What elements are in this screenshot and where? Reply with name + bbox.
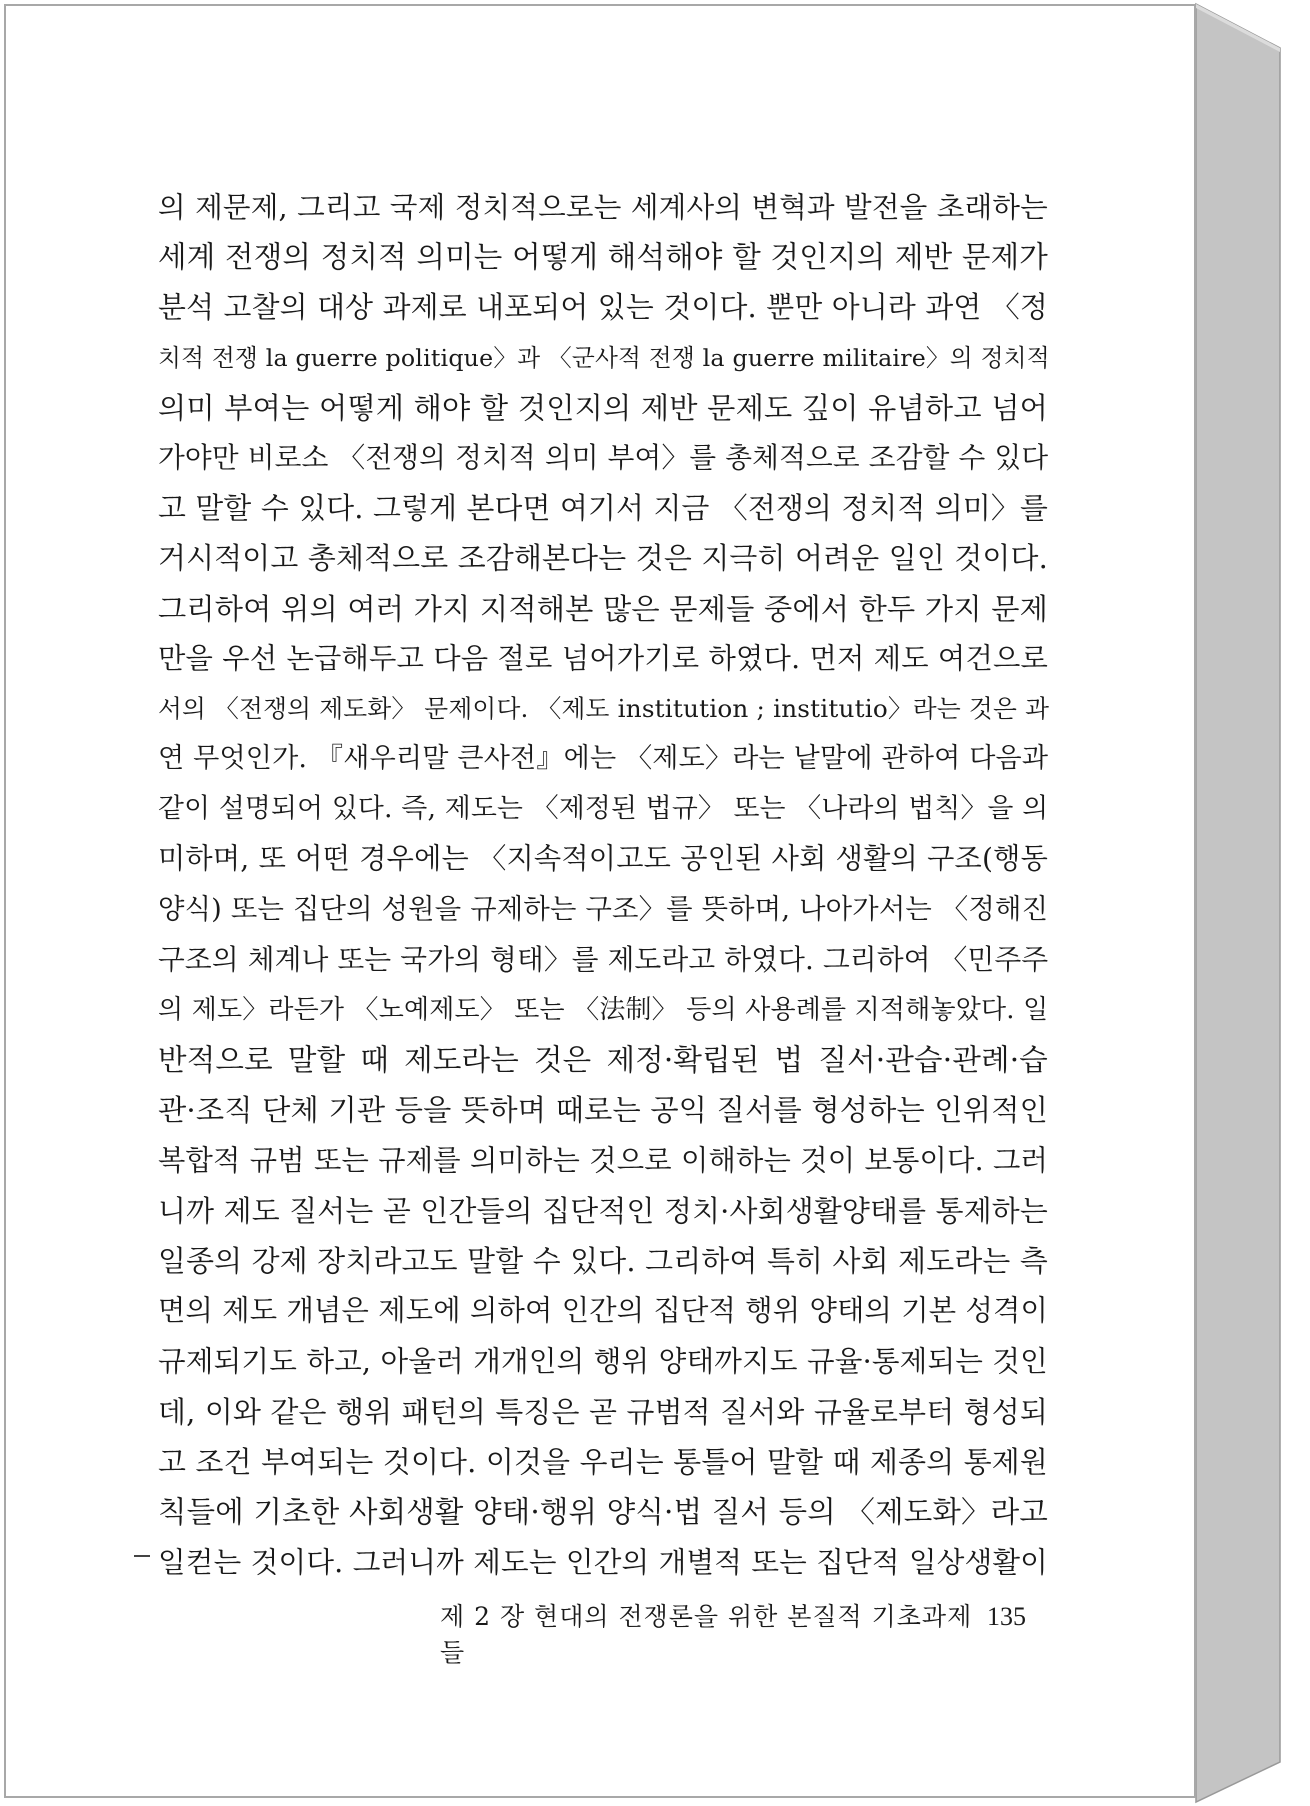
body-line: 같이 설명되어 있다. 즉, 제도는 〈제정된 법규〉 또는 〈나라의 법칙〉을 의 (158, 793, 1049, 825)
chapter-title: 제 2 장 현대의 전쟁론을 위한 본질적 기초과제들 (440, 1602, 973, 1667)
body-line: 의 제도〉라든가 〈노예제도〉 또는 〈法制〉 등의 사용례를 지적해놓았다. 일 (158, 995, 1049, 1025)
body-line: 면의 제도 개념은 제도에 의하여 인간의 집단적 행위 양태의 기본 성격이 (158, 1294, 1048, 1328)
body-line: 구조의 체계나 또는 국가의 형태〉를 제도라고 하였다. 그리하여 〈민주주 (158, 942, 1049, 976)
body-line: 칙들에 기초한 사회생활 양태·행위 양식·법 질서 등의 〈제도화〉라고 (158, 1494, 1048, 1529)
body-line: 가야만 비로소 〈전쟁의 정치적 의미 부여〉를 총체적으로 조감할 수 있다 (158, 440, 1049, 474)
body-line: 분석 고찰의 대상 과제로 내포되어 있는 것이다. 뿐만 아니라 과연 〈정 (158, 290, 1048, 325)
body-line: 그리하여 위의 여러 가지 지적해본 많은 문제들 중에서 한두 가지 문제 (158, 591, 1048, 626)
body-line: 규제되기도 하고, 아울러 개개인의 행위 양태까지도 규율·통제되는 것인 (158, 1344, 1048, 1379)
body-line: 고 말할 수 있다. 그렇게 본다면 여기서 지금 〈전쟁의 정치적 의미〉를 (158, 491, 1048, 526)
body-line: 세계 전쟁의 정치적 의미는 어떻게 해석해야 할 것인지의 제반 문제가 (158, 240, 1048, 275)
body-line: 양식) 또는 집단의 성원을 규제하는 구조〉를 뜻하며, 나아가서는 〈정해진 (158, 893, 1049, 925)
body-text (158, 182, 1048, 1587)
body-line: 복합적 규범 또는 규제를 의미하는 것으로 이해하는 것이 보통이다. 그러 (158, 1143, 1048, 1177)
page-number: 135 (987, 1602, 1026, 1631)
body-line: 관·조직 단체 기관 등을 뜻하며 때로는 공익 질서를 형성하는 인위적인 (158, 1093, 1048, 1128)
body-line: 고 조건 부여되는 것이다. 이것을 우리는 통틀어 말할 때 제종의 통제원 (158, 1444, 1048, 1479)
body-line: 만을 우선 논급해두고 다음 절로 넘어가기로 하였다. 먼저 제도 여건으로 (158, 641, 1048, 675)
body-line: 니까 제도 질서는 곧 인간들의 집단적인 정치·사회생활양태를 통제하는 (158, 1193, 1048, 1228)
body-line: 의 제문제, 그리고 국제 정치적으로는 세계사의 변혁과 발전을 초래하는 (158, 190, 1048, 224)
body-line: 의미 부여는 어떻게 해야 할 것인지의 제반 문제도 깊이 유념하고 넘어 (158, 390, 1048, 425)
body-line: 서의 〈전쟁의 제도화〉 문제이다. 〈제도 institution ; institutio〉라는 것은 과 (158, 693, 1050, 723)
body-line: 거시적이고 총체적으로 조감해본다는 것은 지극히 어려운 일인 것이다. (158, 541, 1048, 576)
body-line: 데, 이와 같은 행위 패턴의 특징은 곧 규범적 질서와 규율로부터 형성되 (158, 1394, 1048, 1429)
body-line: 미하며, 또 어떤 경우에는 〈지속적이고도 공인된 사회 생활의 구조(행동 (158, 842, 1049, 876)
body-line: 치적 전쟁 la guerre politique〉과 〈군사적 전쟁 la guerre militaire〉의 정치적 (158, 343, 1050, 372)
body-line: 일컫는 것이다. 그러니까 제도는 인간의 개별적 또는 집단적 일상생활이 (158, 1545, 1048, 1580)
margin-mark (134, 1555, 150, 1557)
running-footer (440, 1597, 1026, 1669)
body-line: 반적으로 말할 때 제도라는 것은 제정·확립된 법 질서·관습·관례·습 (158, 1043, 1048, 1078)
body-line: 일종의 강제 장치라고도 말할 수 있다. 그리하여 특히 사회 제도라는 측 (158, 1243, 1048, 1278)
body-line: 연 무엇인가. 『새우리말 큰사전』에는 〈제도〉라는 낱말에 관하여 다음과 (158, 743, 1049, 775)
